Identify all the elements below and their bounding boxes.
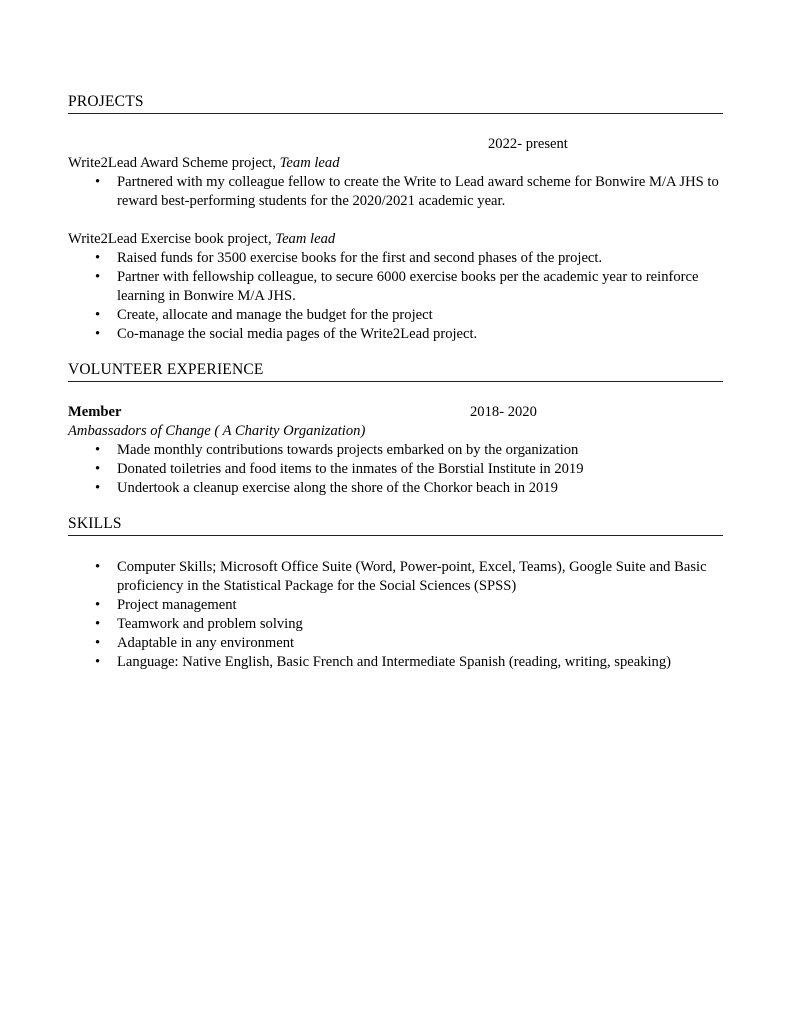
entry-role-text: Team lead <box>275 231 336 247</box>
list-item <box>68 306 723 325</box>
list-item-text: Co-manage the social media pages of the Write2Lead project. <box>117 326 478 342</box>
list-item-text: Undertook a cleanup exercise along the shore of the Chorkor beach in 2019 <box>117 480 558 496</box>
entry-title-text: Write2Lead Award Scheme project, <box>68 155 276 171</box>
list-item-text: Donated toiletries and food items to the inmates of the Borstial Institute in 2019 <box>117 461 584 477</box>
bullet-dot: • <box>95 174 101 190</box>
list-item <box>68 653 723 672</box>
section-volunteer-experience <box>68 361 723 498</box>
bullet-dot: • <box>95 326 101 342</box>
list-item <box>68 173 723 211</box>
list-item <box>68 479 723 498</box>
list-item-text: Project management <box>117 597 237 613</box>
list-item-text: Teamwork and problem solving <box>117 616 303 632</box>
projects-date-range <box>68 135 723 154</box>
bullet-dot: • <box>95 635 101 651</box>
bullet-dot: • <box>95 559 101 575</box>
list-item <box>68 634 723 653</box>
bullet-dot: • <box>95 269 101 285</box>
skills-heading: SKILLS <box>68 515 723 536</box>
list-item-text: Language: Native English, Basic French and Intermediate Spanish (reading, writing, speaking) <box>117 654 671 670</box>
skills-list <box>68 558 723 672</box>
project-entry-title <box>68 230 723 249</box>
bullet-dot: • <box>95 654 101 670</box>
list-item-text: Adaptable in any environment <box>117 635 295 651</box>
list-item-text: Computer Skills; Microsoft Office Suite (Word, Power-point, Excel, Teams), Google Suite and Basic proficiency in the Statistical Package for the Social Sciences (SPSS) <box>117 559 707 594</box>
section-skills <box>68 515 723 672</box>
list-item <box>68 249 723 268</box>
projects-heading: PROJECTS <box>68 93 723 114</box>
bullet-dot: • <box>95 307 101 323</box>
volunteer-role-line <box>68 403 723 422</box>
volunteer-organization: Ambassadors of Change ( A Charity Organization) <box>68 423 366 439</box>
list-item-text: Made monthly contributions towards projects embarked on by the organization <box>117 442 579 458</box>
list-item <box>68 615 723 634</box>
bullet-dot: • <box>95 480 101 496</box>
entry-role-text: Team lead <box>279 155 340 171</box>
volunteer-role-text: Member <box>68 404 122 420</box>
list-item <box>68 460 723 479</box>
bullet-dot: • <box>95 616 101 632</box>
bullet-dot: • <box>95 442 101 458</box>
list-item <box>68 325 723 344</box>
bullet-dot: • <box>95 250 101 266</box>
section-projects <box>68 93 723 344</box>
project-entry-title <box>68 154 723 173</box>
date-range-text: 2022- present <box>488 136 568 152</box>
volunteer-date-range: 2018- 2020 <box>470 404 537 420</box>
list-item-text: Partner with fellowship colleague, to secure 6000 exercise books per the academic year to reinforce learning in Bonwire M/A JHS. <box>117 269 699 304</box>
bullet-dot: • <box>95 461 101 477</box>
list-item-text: Partnered with my colleague fellow to create the Write to Lead award scheme for Bonwire M/A JHS to reward best-performing students for the 2020/2021 academic year. <box>117 174 719 209</box>
entry-title-text: Write2Lead Exercise book project, <box>68 231 272 247</box>
list-item <box>68 596 723 615</box>
bullet-dot: • <box>95 597 101 613</box>
volunteer-heading: VOLUNTEER EXPERIENCE <box>68 361 723 382</box>
list-item <box>68 268 723 306</box>
list-item-text: Raised funds for 3500 exercise books for the first and second phases of the project. <box>117 250 603 266</box>
list-item-text: Create, allocate and manage the budget for the project <box>117 307 433 323</box>
list-item <box>68 441 723 460</box>
list-item <box>68 558 723 596</box>
